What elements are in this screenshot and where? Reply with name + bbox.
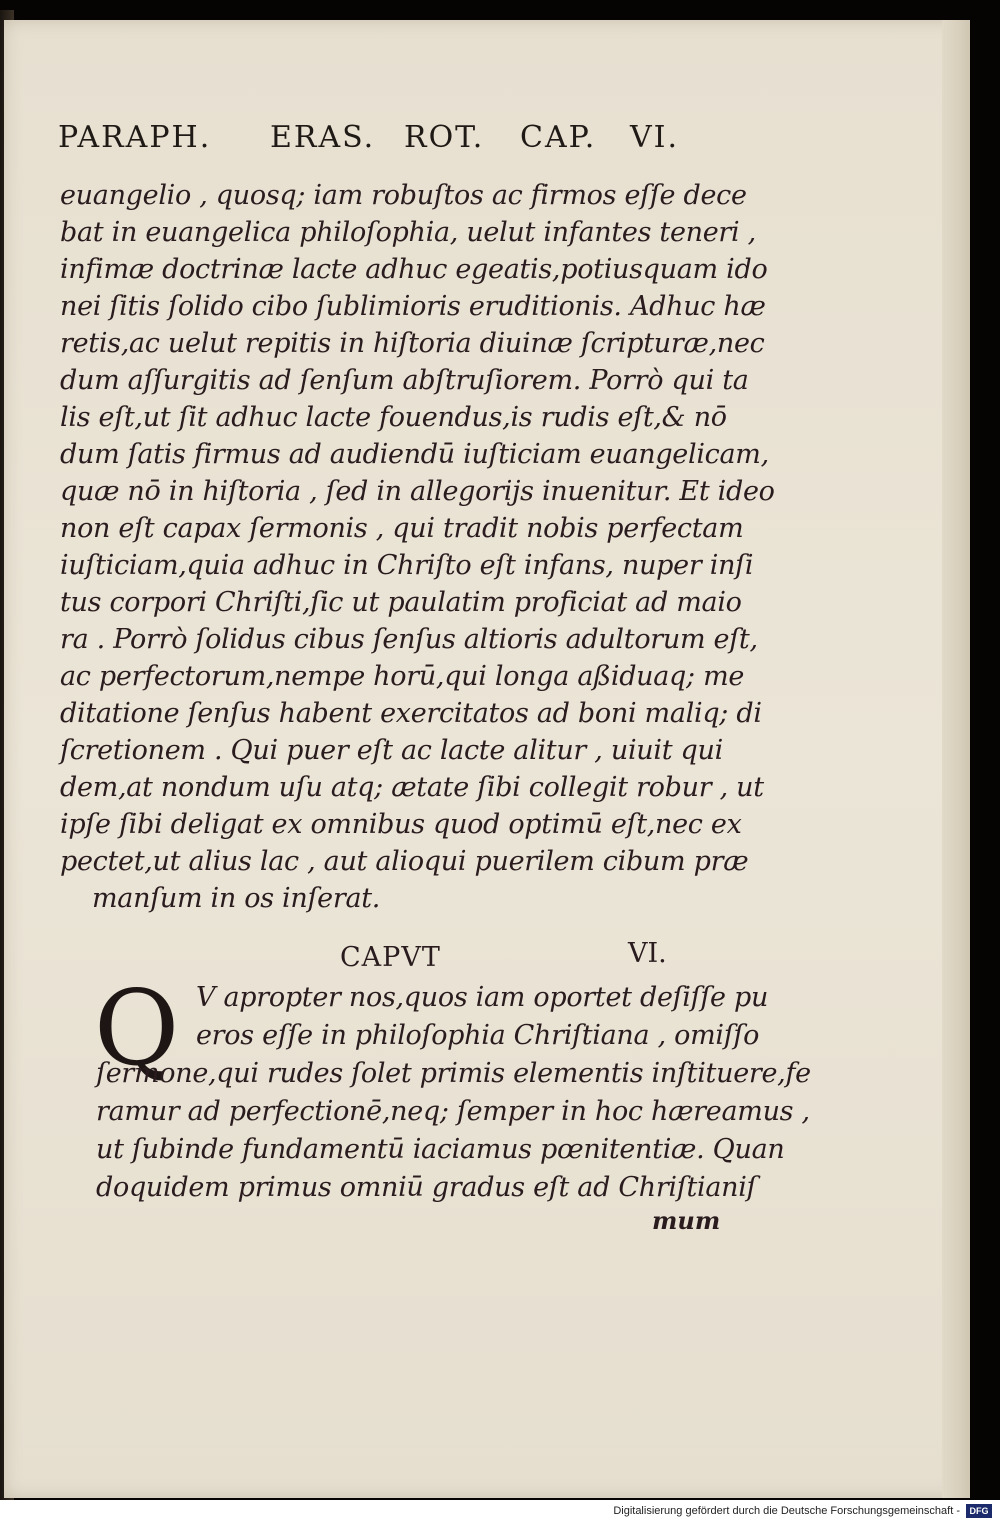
chapter-text-line: ramur ad perfectionē,neq; ſemper in hoc hæreamus ,	[96, 1096, 810, 1127]
chapter-text-line: eros eſſe in philoſophia Chriſtiana , omiſſo	[196, 1020, 760, 1051]
text-line: infimæ doctrinæ lacte adhuc egeatis,potiusquam ido	[60, 254, 768, 285]
chapter-number: VI.	[628, 938, 667, 969]
chapter-text-line: ſermone,qui rudes ſolet primis elementis inſtituere,fe	[96, 1058, 811, 1089]
text-line: quæ nō in hiſtoria , ſed in allegorijs inuenitur. Et ideo	[60, 476, 775, 507]
text-line: dem,at nondum uſu atq; ætate ſibi collegit robur , ut	[60, 772, 764, 803]
text-line: iuſticiam,quia adhuc in Chriſto eſt infans, nuper inſi	[60, 550, 754, 581]
text-line: ſcretionem . Qui puer eſt ac lacte alitur , uiuit qui	[60, 735, 723, 766]
chapter-text-line: V apropter nos,quos iam oportet deſiſſe pu	[196, 982, 769, 1013]
text-line: dum aſſurgitis ad ſenſum abſtruſiorem. Porrò qui ta	[60, 365, 749, 396]
text-line: euangelio , quosq; iam robuſtos ac firmos eſſe dece	[60, 180, 747, 211]
text-line: manſum in os inſerat.	[92, 883, 381, 914]
chapter-text-line: doquidem primus omniū gradus eſt ad Chriſtianiſ	[96, 1172, 757, 1203]
text-line: dum ſatis firmus ad audiendū iuſticiam euangelicam,	[60, 439, 769, 470]
drop-capital: Q	[94, 967, 180, 1089]
header-cap: CAP.	[520, 120, 597, 155]
footer-bar	[0, 1500, 1000, 1524]
text-line: ra . Porrò ſolidus cibus ſenſus altioris adultorum eſt,	[60, 624, 758, 655]
chapter-heading: CAPVT	[340, 942, 441, 973]
header-eras: ERAS.	[270, 120, 376, 155]
header-chapter-number: VI.	[630, 120, 680, 155]
header-paraph: PARAPH.	[58, 120, 212, 155]
funding-notice: Digitalisierung gefördert durch die Deutsche Forschungsgemeinschaft -	[613, 1505, 960, 1517]
catchword: mum	[652, 1206, 721, 1235]
text-line: ac perfectorum,nempe horū,qui longa aßiduaq; me	[60, 661, 745, 692]
text-line: ipſe ſibi deligat ex omnibus quod optimū eſt,nec ex	[60, 809, 742, 840]
dfg-logo: DFG	[966, 1504, 992, 1518]
text-line: tus corpori Chriſti,ſic ut paulatim proficiat ad maio	[60, 587, 742, 618]
text-line: non eſt capax ſermonis , qui tradit nobis perfectam	[60, 513, 744, 544]
running-header	[58, 112, 698, 166]
header-rot: ROT.	[404, 120, 485, 155]
text-line: ditatione ſenſus habent exercitatos ad boni maliq; di	[60, 698, 762, 729]
text-line: nei ſitis ſolido cibo ſublimioris eruditionis. Adhuc hæ	[60, 291, 766, 322]
text-line: pectet,ut alius lac , aut alioqui puerilem cibum præ	[60, 846, 749, 877]
text-line: lis eſt,ut ſit adhuc lacte fouendus,is rudis eſt,& nō	[60, 402, 727, 433]
text-line: retis,ac uelut repitis in hiſtoria diuinæ ſcripturæ,nec	[60, 328, 765, 359]
text-line: bat in euangelica philoſophia, uelut infantes teneri ,	[60, 217, 756, 248]
chapter-text-line: ut ſubinde fundamentū iaciamus pœnitentiæ. Quan	[96, 1134, 785, 1165]
book-edge-right	[942, 20, 970, 1498]
